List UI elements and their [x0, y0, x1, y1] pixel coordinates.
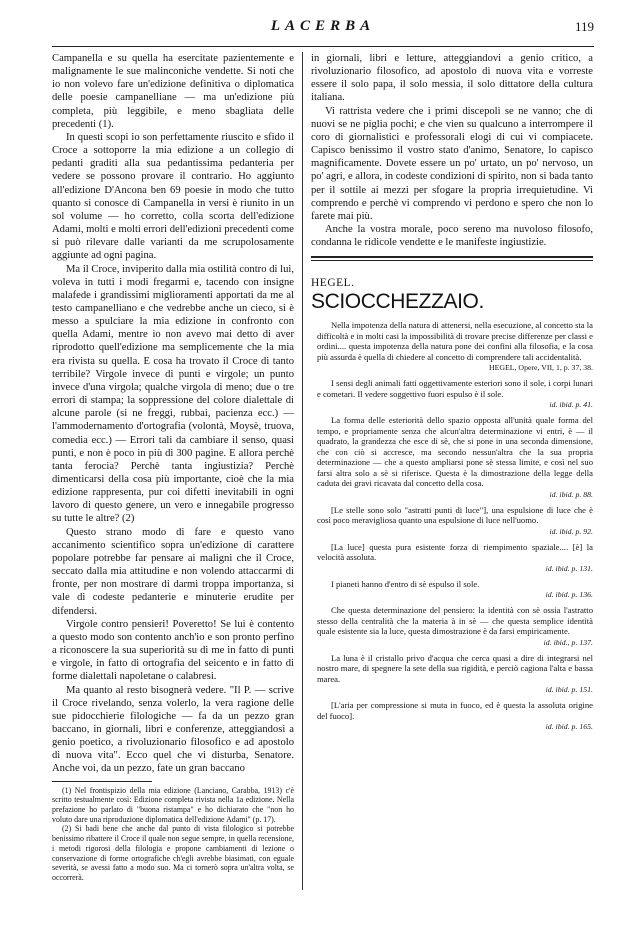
left-column [52, 52, 294, 883]
quote-text: I pianeti hanno d'entro di sè espulso il sole. [331, 578, 480, 589]
section-rule-thick [311, 256, 593, 258]
footnote-rule [52, 781, 152, 782]
right-paragraph: Anche la vostra morale, poco sereno ma nuvoloso filosofo, condanna le ridicole vendette e le manifeste ingiustizie. [311, 224, 593, 249]
quote-citation: id. ibid. p. 165. [545, 722, 593, 732]
quote-citation: id. ibid. p. 131. [545, 563, 593, 573]
quote-citation: id. ibid. p. 92. [549, 526, 593, 536]
section-author: HEGEL. [311, 277, 355, 290]
left-paragraph: Campanella e su quella ha esercitate pazientemente e malignamente le sue malinconiche vendette. Si noti che io non volevo fare un'edizione definitiva o diplomatica delle poesie campanelliane — ma un'edizione più completa, più leggibile, e meno sbagliata delle precedenti (1). [52, 53, 294, 130]
quote-citation: id. ibid. p. 41. [549, 400, 593, 410]
column-rule [302, 52, 303, 890]
footnote: (1) Nel frontispizio della mia edizione (Lanciano, Carabba, 1913) c'è scritto testualmente così: Edizione completa rivista nella 1a edizione. Nella prefazione ho parlato di "buona ristampa" e ho dichiarato che "non ho voluto dare una riproduzione diplomatica dell'edizione Adami" (p. 17). [52, 785, 294, 824]
header-rule [52, 46, 594, 47]
journal-title: LACERBA [270, 18, 376, 34]
right-paragraph: Vi rattrista vedere che i primi discepoli se ne vanno; che di nuovi se ne piglia pochi; e che vien su qualcuno a interrompere il coro di giornalistici e professorali elogi di cui vi compiacete. Capisco benissimo il vostro stato d'animo, Senatore, lo capisco magnificamente. Dovete essere un po' urtato, un po' nervoso, un po' agri, e allora, in codeste condizioni di spirito, non si bada tanto per il sottile ai mezzi per sfogare la propria irrequietudine. Vi comprendo e perchè vi comprendo vi perdono e spero che non lo farete mai più. [311, 105, 593, 222]
quote-text: La forma delle esteriorità dello spazio opposta all'unità quale forma del tempo, e propriamente senza che alcun'altra determinazione vi entri, è — il quadrato, la grandezza che esce di sè, che si pone in una seconda dimensione, che con ciò si accresce, ma secondo nessun'altra che la sua propria determinazione — che a questo ampliarsi pone sè stessa limite, e così nel suo farsi altra solo a sè si riferisce. Questa è la dimostrazione della legge della caduta dei gravi ricavata dal concetto della cosa. [317, 415, 593, 489]
footnotes [52, 786, 294, 883]
right-column [311, 52, 593, 732]
quote-text: I sensi degli animali fatti oggettivamente esteriori sono il sole, i corpi lunari e cometari. Il vedere soggettivo fuori espulso è il sole. [317, 378, 593, 399]
quotes-block [311, 315, 593, 732]
left-paragraph: Ma il Croce, inviperito dalla mia ostilità contro di lui, voleva in tutti i modi fregarmi e, tacendo con insigne malafede i grandissimi miglioramenti apportati da me al testo campanelliano e che vedrebbe anche un cieco, si è messo a spulciare la mia edizione in confronto con quella Adami, mentre io non avevo mai detto di aver riprodotto quell'edizione ma semplicemente che la mia era rivista su quella. E cosa ha trovato il Croce di tanto terribile? Virgole invece di punti e virgole; un punto invece d'una virgola; qualche virgola di meno; due o tre errori di stampa; la soppressione del colore dialettale di alcune parole (si ne freggi, rubbai, pacienza ecc.) — l'ammodernamento d'ortografia (volontà, Moysè, truova, comedia ecc.) — Errori tali da cambiare il senso, quasi punti, e non è poco in più di 300 pagine. E allora perchè tanta ferocia? Perchè tanta ingiustizia? Perchè dimenticarsi della cosa più importante, cioè che la mia edizione rappresenta, pur coi difetti inevitabili in ogni lavoro di questo genere, un vero e innegabile progresso su tutte le altre? (2) [52, 263, 294, 525]
right-paragraph: in giornali, libri e letture, atteggiandovi a genio critico, a rivoluzionario filosofico, ad apostolo di nuova vita e vorreste essere il solo papa, il solo messia, il solo dittatore della cultura italiana. [311, 53, 593, 104]
quote-text: [La luce] questa pura esistente forza di riempimento spaziale.... [è] la velocità assoluta. [317, 541, 593, 563]
left-paragraph: In questi scopi io son perfettamente riuscito e sfido il Croce a sottoporre la mia edizione a un collegio di pedanti graditi alla sua pedantissima pedanteria per vedere se possono provare il contrario. Ho aggiunto all'edizione D'Ancona ben 69 poesie in modo che tutto quanto si conosce di Campanella in versi è riunito in un sol volume — ho corretto, colla scorta dell'edizione Adami, molti e molti errori dell'edizioni precedenti come si può rilevare dalle varianti da me scrupolosamente aggiunte ad ogni pagina. [52, 131, 294, 262]
footnote: (2) Si badi bene che anche dal punto di vista filologico si potrebbe benissimo ribattere il Croce il quale non segue sempre, in quella recensione, i metodi rigorosi della filologia e propone cambiamenti di lezione o conservazione di forme ortografiche ch'egli avrebbe biasimati, con eguale severità, se avessi fatto a modo suo. Ma ci tornerò sopra un'altra volta, se occorrerà. [52, 824, 294, 882]
quote-text: Nella impotenza della natura di attenersi, nella esecuzione, al concetto sta la difficoltà e in molti casi la impossibilità di trovare precise differenze per classi e ordini.... questa impotenza della natura pone dei confini alla filosofia, e la cosa più assurda è quella di chiedere al concetto di comprendere tali accidentalità. [317, 320, 593, 362]
page-number: 119 [574, 19, 594, 34]
quote-text: Che questa determinazione del pensiero: la identità con sè ossia l'astratto stesso della centralità che la materia à in sè — che questa semplice identità quale esistente sia la luce, questa dimostrazione è da farsi empiricamente. [317, 605, 593, 637]
left-paragraph: Ma quanto al resto bisognerà vedere. "Il P. — scrive il Croce rivelando, senza volerlo, la vera ragione delle sue pidocchierie filologiche — fa da un pezzo gran baccano, in giornali, libri e conferenze, atteggiandosi a genio poetico, a rivoluzionario filosofico e ad apostolo di nuova vita". Ecco quel che vi disturba, Senatore. Anche voi, da un pezzo, fate un gran baccano [52, 684, 294, 775]
left-paragraph: Virgole contro pensieri! Poveretto! Se lui è contento a questo modo son contento anch'io e son pronto perfino a riconoscere la sua superiorità su di me in fatto di punti e virgole, in fatto di ortografia del seicento e in fatto di forme dialettali napoletane o calabresi. [52, 618, 294, 683]
quote-text: [L'aria per compressione si muta in fuoco, ed è questa la assoluta origine del fuoco]. [317, 700, 593, 721]
quote-text: La luna è il cristallo privo d'acqua che cerca quasi a dire di integrarsi nel nostro mare, di spegnere la sete della sua rigidità, e perciò cagiona l'alta e bassa marea. [317, 652, 593, 684]
page-header [52, 18, 594, 42]
quote-citation: HEGEL, Opere, VII, 1, p. 37, 38. [488, 363, 593, 373]
quote-citation: id. ibid., p. 137. [543, 637, 593, 647]
section-title: SCIOCCHEZZAIO. [311, 290, 484, 314]
quote-citation: id. ibid. p. 88. [549, 489, 593, 499]
quote-citation: id. ibid. p. 136. [545, 590, 593, 600]
quote-citation: id. ibid. p. 151. [545, 685, 593, 695]
section-rule-thin [311, 260, 593, 261]
quote-text: [Le stelle sono solo "astratti punti di luce"], una espulsione di luce che è così poco meravigliosa quanto una espulsione di luce nell'uomo. [317, 504, 593, 526]
left-paragraph: Questo strano modo di fare e questo vano accanimento scientifico sopra un'edizione di carattere popolare potrebbe far pensare ai maligni che il Croce, seccato dalla mia attitudine e non volendo attaccarmi di fronte, per non mostrare di darmi troppa importanza, si vale di codeste pedanterie e minuterie erudite per difendersi. [52, 526, 294, 617]
